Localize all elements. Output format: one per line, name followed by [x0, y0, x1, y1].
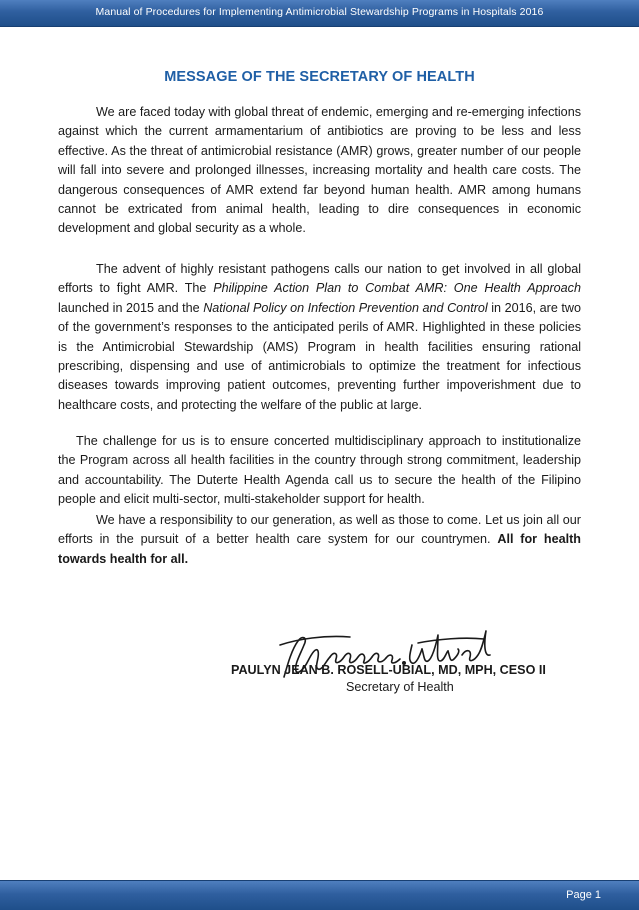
paragraph-1-text: We are faced today with global threat of endemic, emerging and re-emerging infections against which the current armamentarium of antibiotics are proving to be less and less effective. As the threat of antimicrobial resistance (AMR) grows, greater number of our people will fall into severe and prolonged illnesses, increasing mortality and health care costs. The dangerous consequences of AMR extend far beyond human health. AMR among humans cannot be extricated from animal health, leading to dire consequences in economic development and global security as a whole.	[58, 105, 581, 236]
footer-band	[0, 880, 639, 910]
paragraph-1	[58, 103, 581, 239]
paragraph-3	[58, 432, 581, 510]
paragraph-4	[58, 511, 581, 569]
signatory-name: PAULYN JEAN B. ROSELL-UBIAL, MD, MPH, CESO II	[231, 663, 546, 677]
running-header-title: Manual of Procedures for Implementing Antimicrobial Stewardship Programs in Hospitals 2016	[95, 6, 544, 18]
action-plan-title: Philippine Action Plan to Combat AMR: One Health Approach	[213, 281, 581, 296]
paragraph-2-text-e: in 2016, are two of the government’s responses to the anticipated perils of AMR. Highlighted in these policies is the Antimicrobial Stewardship (AMS) Program in health facilities ensuring rational prescribing, dispensing and use of antimicrobials to optimize the treatment for infectious diseases towards improving patient outcomes, preventing further impoverishment due to healthcare costs, and protecting the welfare of the public at large.	[58, 300, 581, 412]
page-title: MESSAGE OF THE SECRETARY OF HEALTH	[164, 69, 475, 85]
paragraph-2-text-c: launched in 2015 and the	[58, 300, 204, 315]
paragraph-2-text-a: The advent of highly resistant pathogens calls our nation to get involved in all global efforts to fight AMR. The	[58, 262, 581, 296]
paragraph-3-text: The challenge for us is to ensure concerted multidisciplinary approach to institutionalize the Program across all health facilities in the country through strong commitment, leadership and accountability. The Duterte Health Agenda call us to secure the health of the Filipino people and elicit multi-sector, multi-stakeholder support for health.	[58, 434, 581, 507]
policy-title: National Policy on Infection Prevention and Control	[203, 300, 488, 315]
signatory-position: Secretary of Health	[346, 680, 454, 694]
header-band	[0, 0, 639, 27]
page-number: Page 1	[566, 889, 601, 901]
closing-slogan: All for health towards health for all.	[58, 532, 581, 566]
paragraph-4-text: We have a responsibility to our generation, as well as those to come. Let us join all our efforts in the pursuit of a better health care system for our countrymen.	[58, 513, 581, 547]
paragraph-2	[58, 260, 581, 415]
